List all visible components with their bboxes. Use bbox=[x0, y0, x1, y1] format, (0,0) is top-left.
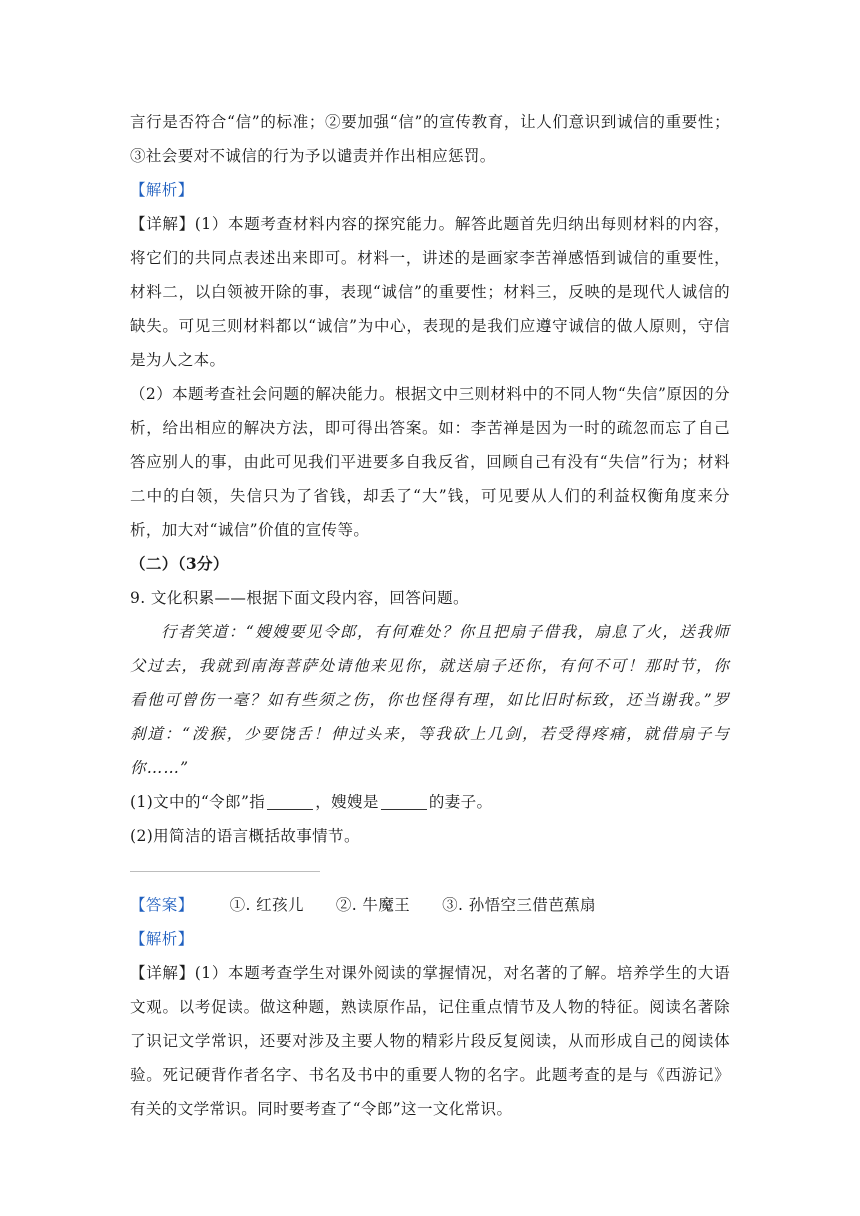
question-passage: 行者笑道：“嫂嫂要见令郎，有何难处？你且把扇子借我，扇息了火，送我师父过去，我就到南海菩萨处请他来见你，就送扇子还你，有何不可！那时节，你看他可曾伤一毫？如有些须之伤，你也怪得有理，如比旧时标致，还当谢我。”罗刹道：“泼猴，少要饶舌！伸过头来，等我砍上几剑，若受得疼痛，就借扇子与你……” bbox=[130, 623, 730, 777]
sub-question-1 bbox=[130, 785, 730, 819]
previous-answer-line-2: 要性；③社会要对不诚信的行为予以谴责并作出相应惩罚。 bbox=[130, 113, 730, 165]
answer-item-1: ①. 红孩儿 bbox=[229, 896, 304, 914]
sub-question-2: (2)用简洁的语言概括故事情节。 bbox=[130, 827, 360, 845]
answer-blank-1[interactable] bbox=[267, 808, 313, 810]
sub-question-1-part-a: (1)文中的“令郎”指 bbox=[130, 793, 266, 811]
document-content bbox=[130, 105, 730, 1126]
answer-blank-2[interactable] bbox=[381, 808, 427, 810]
sub-question-1-part-b: ，嫂嫂是 bbox=[315, 793, 379, 811]
analysis-paragraph-2: （2）本题考查社会问题的解决能力。根据文中三则材料中的不同人物“失信”原因的分析，给出相应的解决方法，即可得出答案。如：李苦禅是因为一时的疏忽而忘了自己答应别人的事，由此可见我们平进要多自我反省，回顾自己有没有“失信”行为；材料二中的白领，失信只为了省钱，却丢了“大”钱，可见要从人们的利益权衡角度来分析，加大对“诚信”价值的宣传等。 bbox=[130, 385, 730, 539]
analysis-tag: 【解析】 bbox=[130, 181, 194, 199]
section-title: （二）（3分） bbox=[130, 554, 229, 573]
sub-question-1-part-c: 的妻子。 bbox=[428, 793, 493, 811]
answer-row bbox=[130, 888, 730, 922]
answer-item-3: ③. 孙悟空三借芭蕉扇 bbox=[442, 896, 596, 914]
question-stem: 9. 文化积累——根据下面文段内容，回答问题。 bbox=[130, 589, 469, 607]
answer-tag: 【答案】 bbox=[130, 896, 194, 914]
previous-answer-line-1: 言行是否符合“信”的标准；②要加强“信”的宣传教育，让人们意识到诚信的重 bbox=[130, 113, 682, 131]
analysis-2-paragraph-1: 【详解】(1）本题考查学生对课外阅读的掌握情况，对名著的了解。培养学生的大语文观。以考促读。做这种题，熟读原作品，记住重点情节及人物的特征。阅读名著除了识记文学常识，还要对涉及主要人物的精彩片段反复阅读，从而形成自己的阅读体验。死记硬背作者名字、书名及书中的重要人物的名字。此题考查的是与《西游记》有关的文学常识。同时要考查了“令郎”这一文化常识。 bbox=[130, 964, 730, 1118]
previous-answer-text bbox=[130, 105, 730, 173]
answer-item-2: ②. 牛魔王 bbox=[335, 896, 411, 914]
divider-line bbox=[130, 871, 320, 872]
analysis-paragraph-1: 【详解】(1）本题考查材料内容的探究能力。解答此题首先归纳出每则材料的内容，将它们的共同点表述出来即可。材料一，讲述的是画家李苦禅感悟到诚信的重要性，材料二，以白领被开除的事，表现“诚信”的重要性；材料三，反映的是现代人诚信的缺失。可见三则材料都以“诚信”为中心，表现的是我们应遵守诚信的做人原则，守信是为人之本。 bbox=[130, 215, 730, 369]
analysis-tag-2: 【解析】 bbox=[130, 930, 194, 948]
